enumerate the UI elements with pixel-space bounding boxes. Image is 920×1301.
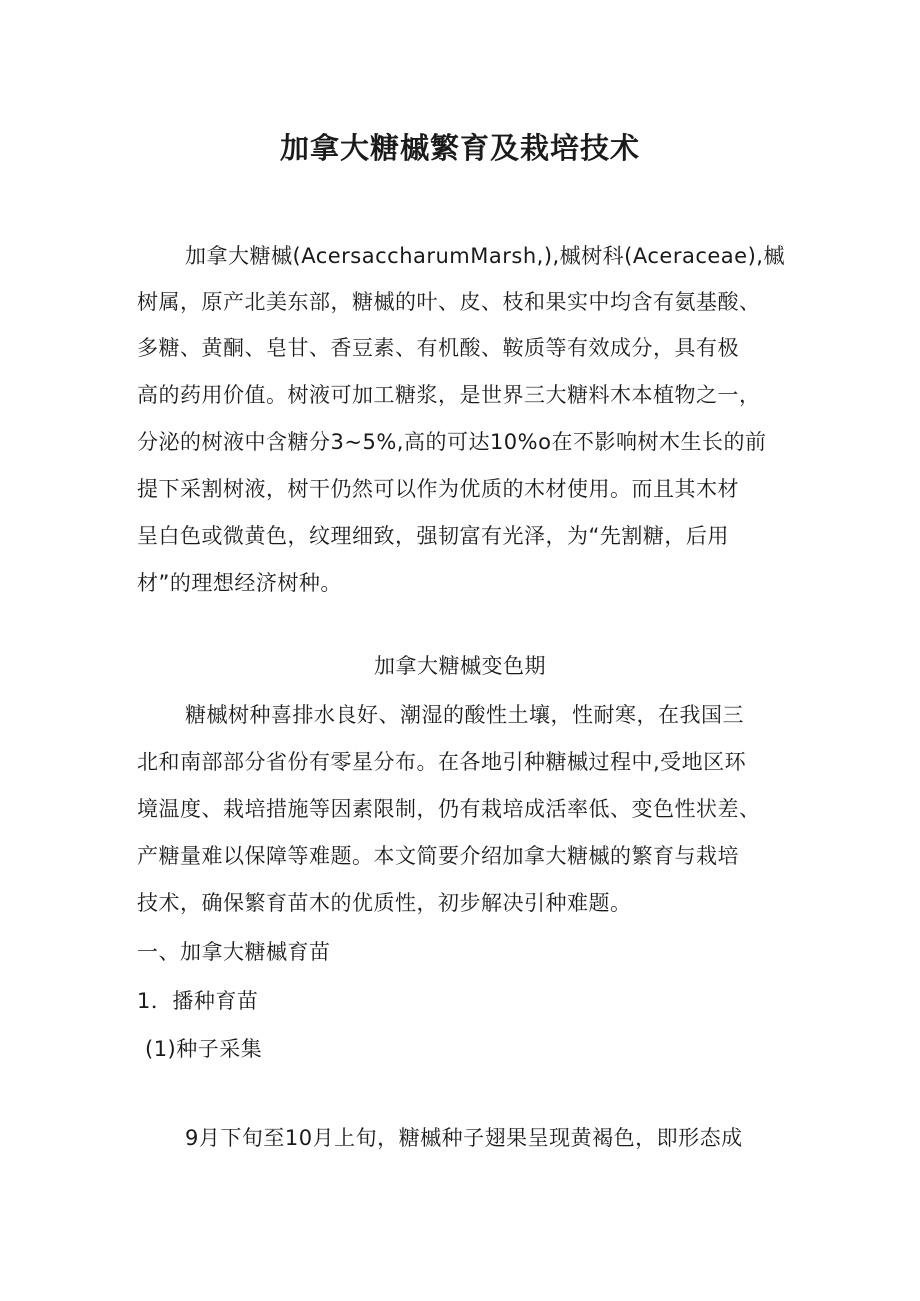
intro-line-4: 高的药用价值。树液可加工糖浆，是世界三大糖料木本植物之一， xyxy=(137,383,761,407)
body-line-4: 产糖量难以保障等难题。本文简要介绍加拿大糖槭的繁育与栽培 xyxy=(137,844,739,868)
subsection-heading: 1．播种育苗 xyxy=(137,989,259,1013)
intro-line-6: 提下采割树液，树干仍然可以作为优质的木材使用。而且其木材 xyxy=(137,477,739,501)
intro-line-7: 呈白色或微黄色，纹理细致，强韧富有光泽，为“先割糖，后用 xyxy=(137,524,729,548)
intro-line-2: 树属，原产北美东部，糖槭的叶、皮、枝和果实中均含有氨基酸、 xyxy=(137,290,761,314)
section-heading: 一、加拿大糖槭育苗 xyxy=(137,940,331,964)
body-line-3: 境温度、栽培措施等因素限制，仍有栽培成活率低、变色性状差、 xyxy=(137,797,761,821)
intro-line-8: 材”的理想经济树种。 xyxy=(137,571,342,595)
figure-caption: 加拿大糖槭变色期 xyxy=(374,654,546,678)
subsubsection-heading: (1)种子采集 xyxy=(145,1037,263,1061)
intro-line-1: 加拿大糖槭(AcersaccharumMarsh,),槭树科(Aceraceae),槭 xyxy=(185,244,785,268)
body-line-1: 糖槭树种喜排水良好、潮湿的酸性土壤，性耐寒，在我国三 xyxy=(185,703,744,727)
last-paragraph-line: 9月下旬至10月上旬，糖槭种子翅果呈现黄褐色，即形态成 xyxy=(185,1126,743,1150)
body-line-2: 北和南部部分省份有零星分布。在各地引种糖槭过程中,受地区环 xyxy=(137,750,747,774)
intro-line-5: 分泌的树液中含糖分3~5%,高的可达10%o在不影响树木生长的前 xyxy=(137,430,767,454)
intro-line-3: 多糖、黄酮、皂甘、香豆素、有机酸、鞍质等有效成分，具有极 xyxy=(137,336,739,360)
body-line-5: 技术，确保繁育苗木的优质性，初步解决引种难题。 xyxy=(137,891,632,915)
document-title: 加拿大糖槭繁育及栽培技术 xyxy=(279,131,640,165)
